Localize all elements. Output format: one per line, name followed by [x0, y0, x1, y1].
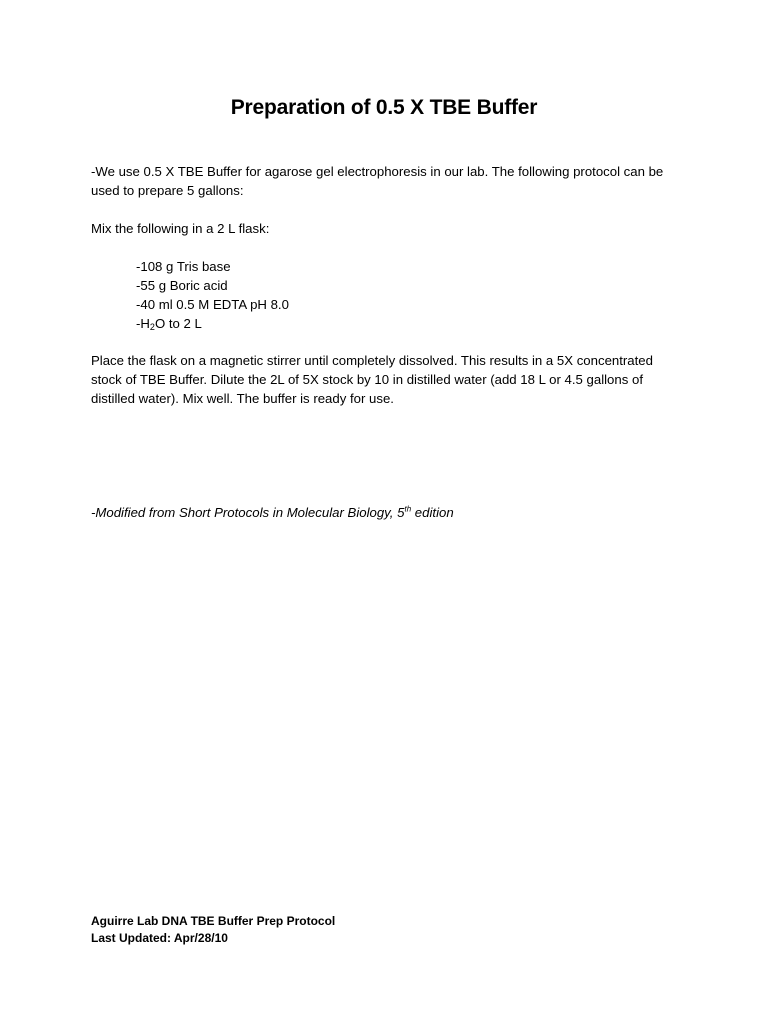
water-prefix: -H	[136, 316, 150, 331]
footer-updated-line: Last Updated: Apr/28/10	[91, 931, 228, 945]
ingredient-item: -108 g Tris base	[136, 259, 231, 274]
document-title: Preparation of 0.5 X TBE Buffer	[230, 96, 538, 119]
citation-suffix: edition	[411, 505, 454, 520]
citation-superscript: th	[404, 504, 412, 514]
footer-lab-line: Aguirre Lab DNA TBE Buffer Prep Protocol	[91, 914, 336, 928]
ingredient-list	[136, 257, 289, 333]
ingredient-item: -40 ml 0.5 M EDTA pH 8.0	[136, 297, 289, 312]
ingredient-item-water	[136, 314, 289, 333]
ingredient-item: -55 g Boric acid	[136, 278, 228, 293]
footer	[91, 913, 335, 947]
instructions-paragraph: Place the flask on a magnetic stirrer until completely dissolved. This results in a 5X concentrated stock of TBE Buffer. Dilute the 2L of 5X stock by 10 in distilled water (add 18 L or 4.5 gallons of distilled water). Mix well. The buffer is ready for use.	[91, 353, 653, 406]
water-subscript: 2	[149, 322, 155, 332]
mix-instruction: Mix the following in a 2 L flask:	[91, 221, 270, 236]
water-suffix: O to 2 L	[154, 316, 202, 331]
citation	[91, 503, 681, 522]
intro-paragraph: -We use 0.5 X TBE Buffer for agarose gel electrophoresis in our lab. The following protocol can be used to prepare 5 gallons:	[91, 164, 664, 198]
citation-text: -Modified from Short Protocols in Molecular Biology, 5	[91, 505, 405, 520]
